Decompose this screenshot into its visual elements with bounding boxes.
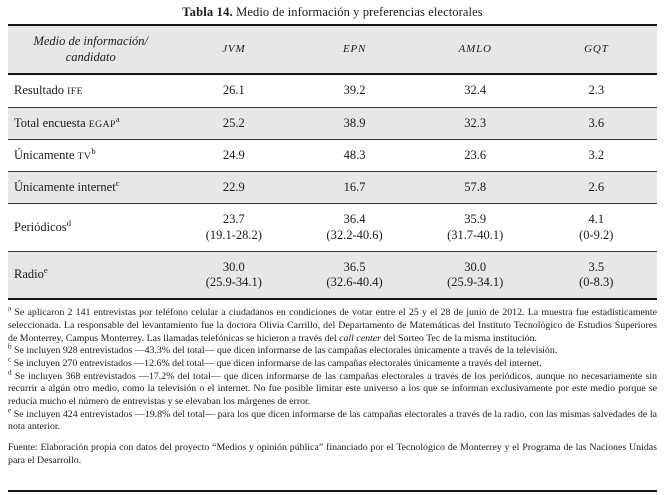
footnote-marker: b (8, 342, 12, 351)
cell-value: 38.9 (343, 115, 366, 130)
cell-value: 32.4 (464, 83, 487, 98)
data-table (8, 24, 657, 300)
cell-value: 3.2 (588, 147, 605, 162)
footnote-marker: a (8, 304, 12, 313)
footnote-marker: e (8, 406, 12, 415)
footnote-italic-text: call center (339, 332, 382, 344)
cell-value: 2.6 (588, 180, 605, 194)
cell-value: 24.9 (222, 147, 245, 162)
row-label (8, 74, 173, 107)
row-footnote-mark: c (115, 177, 120, 188)
cell-value: 32.3 (464, 115, 487, 130)
source-note: Fuente: Elaboración propia con datos del proyecto “Medios y opinión pública” financiado por el Tecnológico de Monterrey y el Programa de las Naciones Unidas para el Desarrollo. (8, 441, 657, 466)
cell-value: 23.6 (464, 147, 487, 162)
footnote-a: $^a$ Se aplicaron 2 141 entrevistas por teléfono celular a ciudadanos en condiciones de votar entre el 25 y el 28 de junio de 2012. La muestra fue estadísticamente seleccionada. La responsable del levantamiento fue la doctora Olivia Carrillo, del Departamento de Matemáticas del Instituto Tecnológico de Estudios Superiores de Monterrey, Campus Monterrey. Las llamadas telefónicas se hicieron a través del call center del Sorteo Tec de la misma institución. (8, 304, 658, 344)
table-row-total-egap (8, 107, 657, 139)
cell-value: 30.0 (25.9-34.1) (447, 259, 504, 289)
row-footnote-mark: b (91, 145, 96, 156)
table-row-unicamente-internet (8, 172, 657, 204)
row-label (8, 107, 173, 139)
cell-value: 57.8 (464, 180, 487, 194)
header-line1: Medio de información/ (33, 34, 149, 48)
cell-value: 36.4 (32.2-40.6) (326, 212, 383, 242)
row-label-text: Únicamente internet (14, 180, 116, 194)
cell-value: 22.9 (222, 180, 245, 194)
row-label (8, 251, 173, 299)
cell-value: 25.2 (222, 115, 245, 130)
table-title (8, 5, 657, 20)
row-label (8, 172, 173, 204)
table-row-unicamente-tv (8, 139, 657, 171)
table-number: Tabla 14. (182, 5, 233, 19)
row-label-smallcaps: EGAP (88, 118, 116, 130)
row-label (8, 139, 173, 171)
footnotes (8, 304, 658, 434)
cell-value: 35.9 (31.7-40.1) (447, 212, 504, 242)
row-label (8, 204, 173, 252)
table-title-text: Medio de información y preferencias electorales (236, 5, 483, 19)
header-row (8, 25, 657, 74)
header-medio-candidato (8, 25, 173, 74)
row-footnote-mark: a (115, 113, 120, 124)
cell-value: 23.7 (19.1-28.2) (205, 212, 262, 242)
cell-value: 48.3 (343, 147, 366, 162)
footnote-e: $^e$ Se incluyen 424 entrevistados —19.8% del total— para los que dicen informarse de las campañas electorales a través de la radio, con las mismas salvedades de la nota anterior. (8, 406, 657, 433)
table-row-resultado-ife (8, 74, 657, 107)
footnote-marker: c (8, 355, 12, 364)
cell-value: 3.5 (0-8.3) (579, 259, 614, 289)
row-label-smallcaps: IFE (67, 86, 83, 98)
row-label-text: Radio (14, 267, 44, 282)
footnote-marker: d (8, 368, 12, 377)
row-label-text: Total encuesta (14, 115, 89, 130)
cell-value: 26.1 (222, 83, 245, 98)
footnote-b: $^b$ Se incluyen 928 entrevistados —43.3% del total— que dicen informarse de las campañas electorales únicamente a través de la televisión. (8, 342, 558, 357)
page (0, 5, 665, 468)
footnote-d: $^d$ Se incluyen 368 entrevistados —17.2% del total— que dicen informarse de las campañas electorales a través de los periódicos, aunque no necesariamente sin recurrir a algún otro medio, como la televisión o el internet. No fue posible limitar este universo a los que se informan exclusivamente por este medio porque se reducía mucho el número de entrevistas y se elevaban los márgenes de error. (8, 368, 658, 407)
cell-value: 16.7 (343, 180, 366, 194)
header-line2: candidato (65, 49, 116, 64)
header-epn: EPN (342, 42, 367, 55)
header-amlo: AMLO (458, 42, 492, 55)
cell-value: 36.5 (32.6-40.4) (326, 259, 383, 289)
header-gqt: GQT (584, 42, 609, 55)
cell-value: 39.2 (343, 83, 366, 98)
row-label-smallcaps: TV (77, 150, 92, 162)
row-label-text: Periódicos (14, 219, 67, 234)
cell-value: 2.3 (588, 83, 605, 98)
footnote-c: $^c$ Se incluyen 270 entrevistados —12.6% del total— que dicen informarse de las campañas electorales únicamente a través del internet. (8, 355, 542, 369)
bottom-rule (8, 490, 657, 492)
table-row-periodicos (8, 204, 657, 252)
cell-value: 4.1 (0-9.2) (579, 212, 614, 242)
table-row-radio (8, 251, 657, 299)
cell-value: 30.0 (25.9-34.1) (205, 259, 262, 289)
row-footnote-mark: e (43, 265, 48, 276)
row-label-text: Únicamente (14, 147, 78, 162)
row-label-text: Resultado (14, 83, 68, 98)
header-jvm: JVM (222, 42, 246, 55)
row-footnote-mark: d (66, 217, 72, 228)
cell-value: 3.6 (588, 115, 605, 130)
